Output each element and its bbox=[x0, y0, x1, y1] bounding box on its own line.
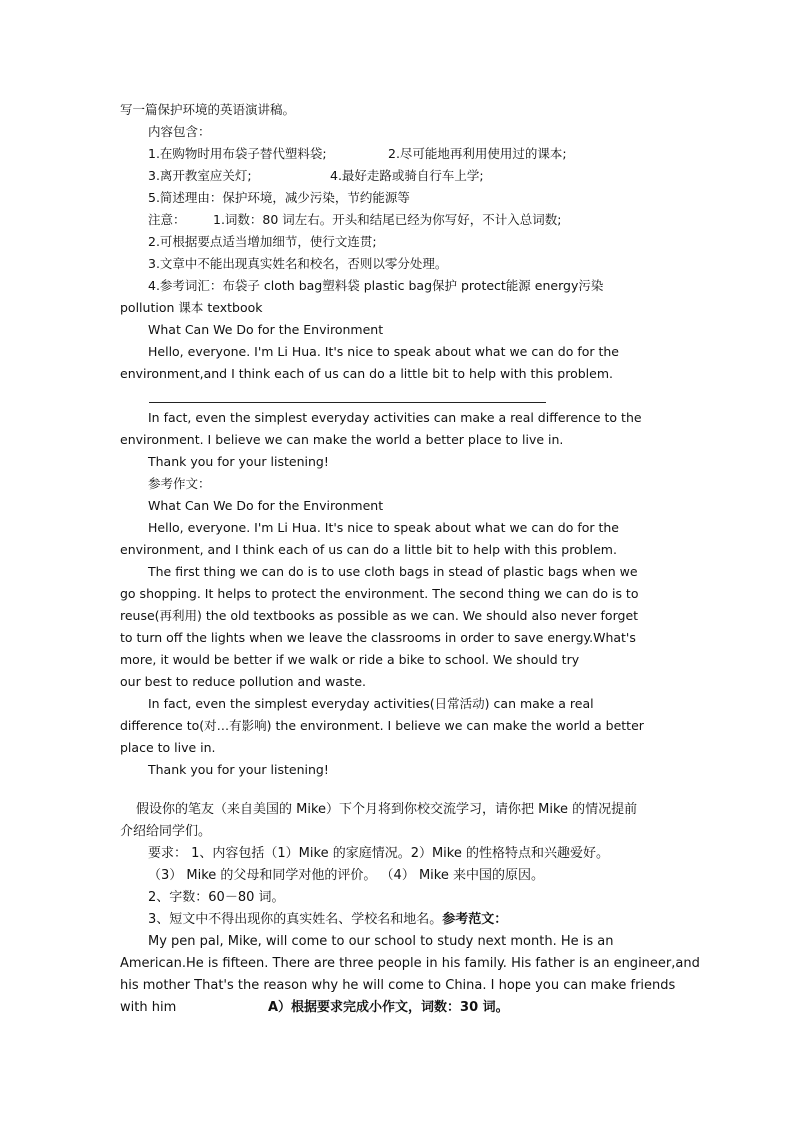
essay-title: What Can We Do for the Environment bbox=[148, 322, 384, 337]
task2-requirement-1b: （3） Mike 的父母和同学对他的评价。 （4） Mike 来中国的原因。 bbox=[148, 868, 544, 883]
closing-line-1: In fact, even the simplest everyday activities can make a real difference to the bbox=[148, 410, 642, 425]
opening-line-2: environment,and I think each of us can do a little bit to help with this problem. bbox=[120, 366, 613, 381]
sample-line: reuse(再利用) the old textbooks as possible as we can. We should also never forget bbox=[120, 608, 639, 623]
sample-title: What Can We Do for the Environment bbox=[148, 498, 384, 513]
note-3: 3.文章中不能出现真实姓名和校名，否则以零分处理。 bbox=[148, 256, 448, 271]
sample-line: In fact, even the simplest everyday activities(日常活动) can make a real bbox=[148, 696, 594, 711]
vocab-line-1: 4.参考词汇：布袋子 cloth bag塑料袋 plastic bag保护 protect能源 energy污染 bbox=[148, 278, 604, 293]
task2-intro-line-1: 假设你的笔友（来自美国的 Mike）下个月将到你校交流学习，请你把 Mike 的情况提前 bbox=[136, 802, 638, 817]
sample-line: to turn off the lights when we leave the classrooms in order to save energy.What's bbox=[120, 630, 636, 645]
requirement-4: 4.最好走路或骑自行车上学; bbox=[330, 168, 484, 183]
requirement-1: 1.在购物时用布袋子替代塑料袋; bbox=[148, 146, 327, 161]
sample-paragraph-line: My pen pal, Mike, will come to our school to study next month. He is an bbox=[148, 934, 614, 949]
vocab-line-2: pollution 课本 textbook bbox=[120, 300, 263, 315]
requirement-3: 3.离开教室应关灯; bbox=[148, 168, 252, 183]
task-title: 写一篇保护环境的英语演讲稿。 bbox=[120, 102, 296, 117]
closing-line-2: environment. I believe we can make the world a better place to live in. bbox=[120, 432, 564, 447]
sample-paragraph-line: his mother That's the reason why he will come to China. I hope you can make friends bbox=[120, 978, 676, 993]
task2-requirement-3: 3、短文中不得出现你的真实姓名、学校名和地名。参考范文： bbox=[148, 912, 508, 927]
note-1: 1.词数：80 词左右。开头和结尾已经为你写好，不计入总词数; bbox=[213, 212, 562, 227]
sample-label: 参考范文： bbox=[442, 912, 508, 927]
opening-line-1: Hello, everyone. I'm Li Hua. It's nice to speak about what we can do for the bbox=[148, 344, 620, 359]
sample-line: Hello, everyone. I'm Li Hua. It's nice to speak about what we can do for the bbox=[148, 520, 620, 535]
sample-paragraph-line: American.He is fifteen. There are three people in his family. His father is an engineer,and bbox=[120, 956, 700, 971]
task2-intro-line-2: 介绍给同学们。 bbox=[120, 824, 212, 839]
content-heading: 内容包含： bbox=[148, 124, 211, 139]
task-a-heading: A）根据要求完成小作文，词数：30 词。 bbox=[268, 1000, 509, 1015]
requirement-2: 2.尽可能地再利用使用过的课本; bbox=[388, 146, 567, 161]
thanks-line: Thank you for your listening! bbox=[148, 454, 329, 469]
sample-paragraph-line: with him bbox=[120, 1000, 177, 1015]
sample-line: difference to(对…有影响) the environment. I believe we can make the world a better bbox=[120, 718, 644, 733]
sample-line: our best to reduce pollution and waste. bbox=[120, 674, 366, 689]
sample-line: go shopping. It helps to protect the environment. The second thing we can do is to bbox=[120, 586, 639, 601]
note-2: 2.可根据要点适当增加细节，使行文连贯; bbox=[148, 234, 377, 249]
task2-requirement-1: 要求： 1、内容包括（1）Mike 的家庭情况。2）Mike 的性格特点和兴趣爱好。 bbox=[148, 846, 609, 861]
answer-blank-line bbox=[149, 402, 546, 403]
sample-line: more, it would be better if we walk or ride a bike to school. We should try bbox=[120, 652, 580, 667]
sample-line: The first thing we can do is to use cloth bags in stead of plastic bags when we bbox=[148, 564, 638, 579]
sample-line: Thank you for your listening! bbox=[148, 762, 329, 777]
requirement-5: 5.简述理由：保护环境，减少污染，节约能源等 bbox=[148, 190, 410, 205]
sample-heading: 参考作文： bbox=[148, 476, 211, 491]
sample-line: place to live in. bbox=[120, 740, 216, 755]
note-label: 注意： bbox=[148, 212, 186, 227]
sample-line: environment, and I think each of us can do a little bit to help with this problem. bbox=[120, 542, 617, 557]
task2-requirement-2: 2、字数：60－80 词。 bbox=[148, 890, 285, 905]
